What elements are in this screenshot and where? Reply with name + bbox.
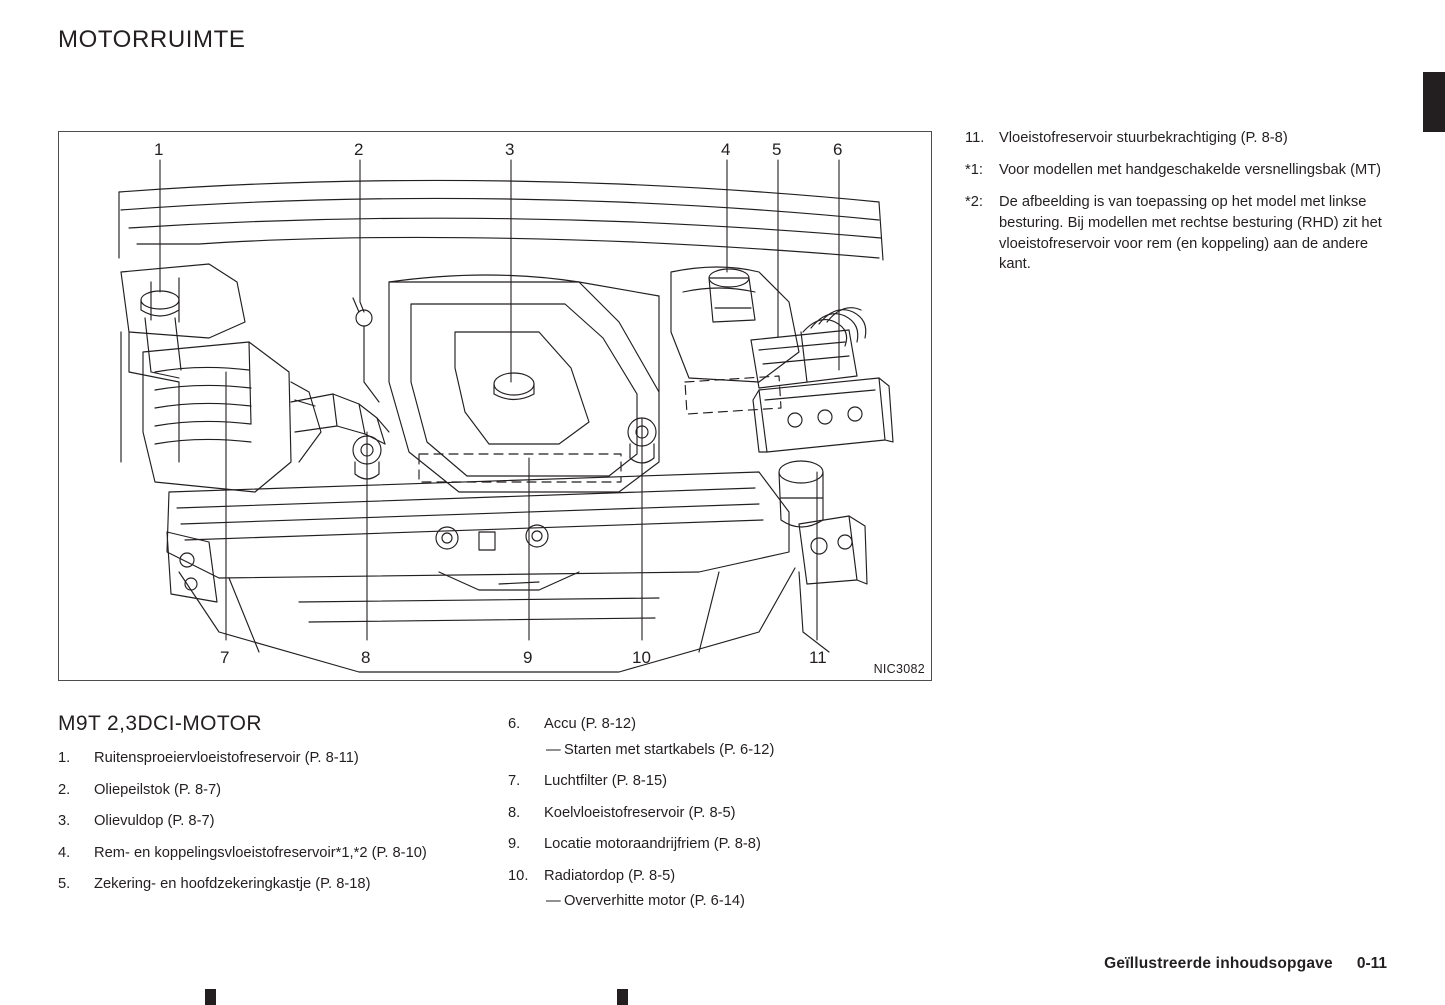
- engine-compartment-illustration: [58, 131, 932, 681]
- page-title: MOTORRUIMTE: [58, 26, 246, 53]
- list-item-number: 5.: [58, 876, 71, 893]
- footer-page-number: 0-11: [1356, 955, 1387, 972]
- list-item-label: Locatie motoraandrijfriem (P. 8-8): [544, 836, 761, 853]
- list-item-label: Luchtfilter (P. 8-15): [544, 773, 667, 790]
- list-item: [508, 714, 928, 760]
- callout-10: 10: [632, 648, 651, 667]
- callout-11: 11: [809, 648, 827, 667]
- list-item: [58, 843, 478, 864]
- list-item: [508, 834, 928, 855]
- list-item-label: Koelvloeistofreservoir (P. 8-5): [544, 804, 736, 821]
- list-item-label: Radiatordop (P. 8-5): [544, 867, 676, 884]
- callout-7: 7: [220, 648, 230, 667]
- note-text: Voor modellen met handgeschakelde versnellingsbak (MT): [999, 161, 1382, 178]
- callout-1: 1: [154, 140, 164, 159]
- list-item-label: Rem- en koppelingsvloeistofreservoir*1,*2 (P. 8-10): [94, 844, 427, 861]
- figure-code: NIC3082: [873, 662, 925, 676]
- note-number: *1:: [965, 161, 983, 178]
- page-edge-tab: [1423, 72, 1445, 132]
- list-item-label: Accu (P. 8-12): [544, 716, 636, 732]
- list-item: [58, 874, 478, 895]
- engine-section-title: M9T 2,3DCI-MOTOR: [58, 712, 262, 735]
- list-item-number: 8.: [508, 804, 521, 821]
- list-item: [58, 811, 478, 832]
- note-text: De afbeelding is van toepassing op het model met linkse besturing. Bij modellen met rechtse besturing (RHD) zit het vloeistofreservoir voor rem (en koppeling) aan de andere kant.: [999, 193, 1382, 273]
- list-item: [508, 771, 928, 792]
- note-item: [965, 128, 1390, 149]
- note-number: *2:: [965, 193, 983, 210]
- list-item: [58, 780, 478, 801]
- list-item-number: 7.: [508, 773, 521, 790]
- crop-mark-left: [205, 989, 216, 1005]
- list-item-sublabel: Starten met startkabels (P. 6-12): [564, 741, 775, 758]
- list-item-number: 6.: [508, 716, 521, 732]
- list-item-label: Ruitensproeiervloeistofreservoir (P. 8-11): [94, 750, 359, 766]
- callout-5: 5: [772, 140, 782, 159]
- callout-9: 9: [523, 648, 533, 667]
- callout-8: 8: [361, 648, 371, 667]
- callout-3: 3: [505, 140, 515, 159]
- list-item-subline: [544, 740, 928, 761]
- callout-2: 2: [354, 140, 364, 159]
- note-item: [965, 192, 1390, 276]
- engine-bay-drawing: [59, 132, 931, 680]
- list-item-number: 2.: [58, 781, 71, 798]
- list-item: [58, 748, 478, 769]
- component-list-left: [58, 748, 478, 906]
- figure-notes: [965, 128, 1390, 286]
- list-item-label: Zekering- en hoofdzekeringkastje (P. 8-18): [94, 876, 371, 893]
- list-item-number: 9.: [508, 836, 521, 853]
- list-item-label: Oliepeilstok (P. 8-7): [94, 781, 222, 798]
- footer-section-label: Geïllustreerde inhoudsopgave: [1104, 955, 1333, 972]
- crop-mark-right: [617, 989, 628, 1005]
- list-item-number: 1.: [58, 750, 71, 766]
- dash-glyph: —: [546, 893, 561, 910]
- list-item-subline: [544, 891, 928, 912]
- note-text: Vloeistofreservoir stuurbekrachtiging (P. 8-8): [999, 130, 1288, 146]
- callout-6: 6: [833, 140, 843, 159]
- note-item: [965, 160, 1390, 181]
- list-item: [508, 866, 928, 912]
- list-item-number: 10.: [508, 867, 529, 884]
- list-item-number: 3.: [58, 813, 71, 830]
- page-footer: [1104, 955, 1387, 973]
- component-list-right: [508, 714, 928, 923]
- dash-glyph: —: [546, 741, 561, 758]
- list-item-number: 4.: [58, 844, 71, 861]
- callout-4: 4: [721, 140, 731, 159]
- note-number: 11.: [965, 130, 985, 146]
- list-item-sublabel: Oververhitte motor (P. 6-14): [564, 893, 745, 910]
- list-item-label: Olievuldop (P. 8-7): [94, 813, 215, 830]
- list-item: [508, 803, 928, 824]
